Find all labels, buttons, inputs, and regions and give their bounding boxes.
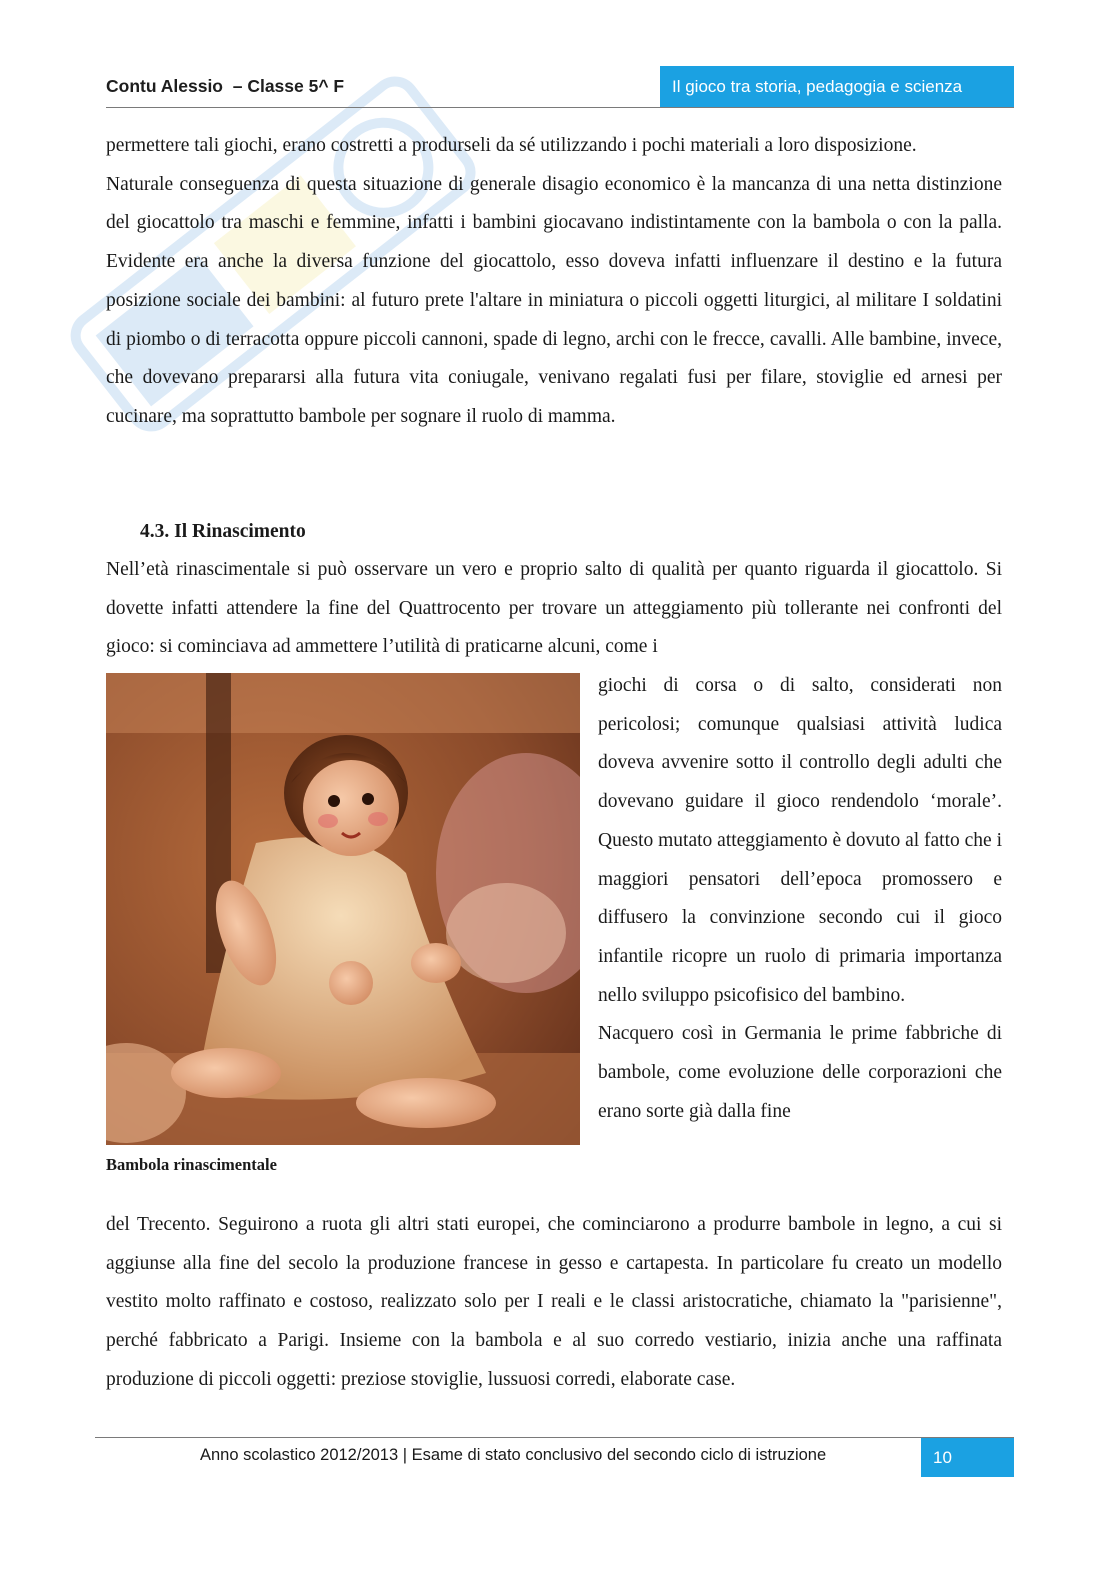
paragraph: Nell’età rinascimentale si può osservare un vero e proprio salto di qualità per quanto riguarda il giocattolo. Si dovette infatti attendere la fine del Quattrocento per trovare un atteggiamento più tollerante nei confronti del gioco: si cominciava ad ammettere l’utilità di praticarne alcuni, come i [106, 559, 1002, 658]
section-heading: 4.3. Il Rinascimento [140, 521, 306, 542]
page-number: 10 [921, 1438, 1014, 1477]
footer-divider [95, 1437, 1014, 1438]
paragraph: giochi di corsa o di salto, considerati non pericolosi; comunque qualsiasi attività ludica doveva avvenire sotto il controllo degli adulti che dovevano guidare il gioco rendendolo ‘morale’. Questo mutato atteggiamento è dovuto al fatto che i maggiori pensatori dell’epoca promossero e diffusero la convinzione secondo cui il gioco infantile ricopre un ruolo di primaria importanza nello sviluppo psicofisico del bambino. [598, 675, 1002, 1006]
paragraph: Nacquero così in Germania le prime fabbriche di bambole, come evoluzione delle corporazioni che erano sorte già dalla fine [598, 1023, 1002, 1122]
closing-text [106, 1206, 1002, 1400]
section-intro [106, 551, 1002, 667]
doll-photo [106, 673, 580, 1145]
paragraph: Naturale conseguenza di questa situazione di generale disagio economico è la mancanza di una netta distinzione del giocattolo tra maschi e femmine, infatti i bambini giocavano indistintamente con la bambola o con la palla. Evidente era anche la diversa funzione del giocattolo, esso doveva infatti influenzare il destino e la futura posizione sociale dei bambini: al futuro prete l'altare in miniatura o piccoli oggetti liturgici, al militare I soldatini di piombo o di terracotta oppure piccoli cannoni, spade di legno, archi con le frecce, cavalli. Alle bambine, invece, che dovevano prepararsi alla futura vita coniugale, venivano regalati fusi per filare, stoviglie ed arnesi per cucinare, ma soprattutto bambole per sognare il ruolo di mamma. [106, 173, 1002, 427]
paragraph: permettere tali giochi, erano costretti a produrseli da sé utilizzando i pochi materiali a loro disposizione. [106, 135, 917, 156]
figure-caption: Bambola rinascimentale [106, 1155, 277, 1174]
header-title-banner: Il gioco tra storia, pedagogia e scienza [660, 66, 1014, 107]
header-divider [106, 107, 1014, 108]
footer-text: Anno scolastico 2012/2013 | Esame di stato conclusivo del secondo ciclo di istruzione [200, 1446, 827, 1464]
column-text [598, 667, 1002, 1131]
paragraph: del Trecento. Seguirono a ruota gli altri stati europei, che cominciarono a produrre bambole in legno, a cui si aggiunse alla fine del secolo la produzione francese in gesso e cartapesta. In particolare fu creato un modello vestito molto raffinato e costoso, realizzato solo per I reali e le classi aristocratiche, chiamato la "parisienne", perché fabbricato a Parigi. Insieme con la bambola e al suo corredo vestiario, inizia anche una raffinata produzione di piccoli oggetti: preziose stoviglie, lussuosi corredi, elaborate case. [106, 1214, 1002, 1390]
intro-text [106, 127, 1002, 437]
header-author: Contu Alessio – Classe 5^ F [106, 76, 345, 96]
